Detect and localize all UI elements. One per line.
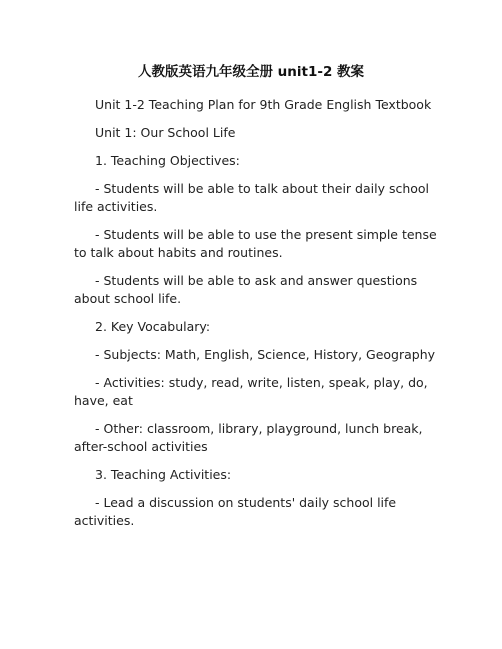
objective-item: - Students will be able to talk about their daily school life activities. <box>74 181 430 214</box>
section-heading-objectives: 1. Teaching Objectives: <box>95 153 240 168</box>
vocabulary-item: - Other: classroom, library, playground, lunch break, after-school activities <box>74 421 423 454</box>
vocabulary-item: - Activities: study, read, write, listen, speak, play, do, have, eat <box>74 375 428 408</box>
unit-heading: Unit 1: Our School Life <box>95 125 236 140</box>
document-body <box>74 96 438 540</box>
section-heading-activities: 3. Teaching Activities: <box>95 467 232 482</box>
section-heading-vocabulary: 2. Key Vocabulary: <box>95 319 211 334</box>
activity-item: - Lead a discussion on students' daily school life activities. <box>74 495 397 528</box>
objective-item: - Students will be able to ask and answer questions about school life. <box>74 273 418 306</box>
objective-item: - Students will be able to use the present simple tense to talk about habits and routines. <box>74 227 437 260</box>
document-title: 人教版英语九年级全册 unit1-2 教案 <box>137 64 365 80</box>
plan-heading: Unit 1-2 Teaching Plan for 9th Grade English Textbook <box>95 97 432 112</box>
vocabulary-item: - Subjects: Math, English, Science, History, Geography <box>95 347 436 362</box>
